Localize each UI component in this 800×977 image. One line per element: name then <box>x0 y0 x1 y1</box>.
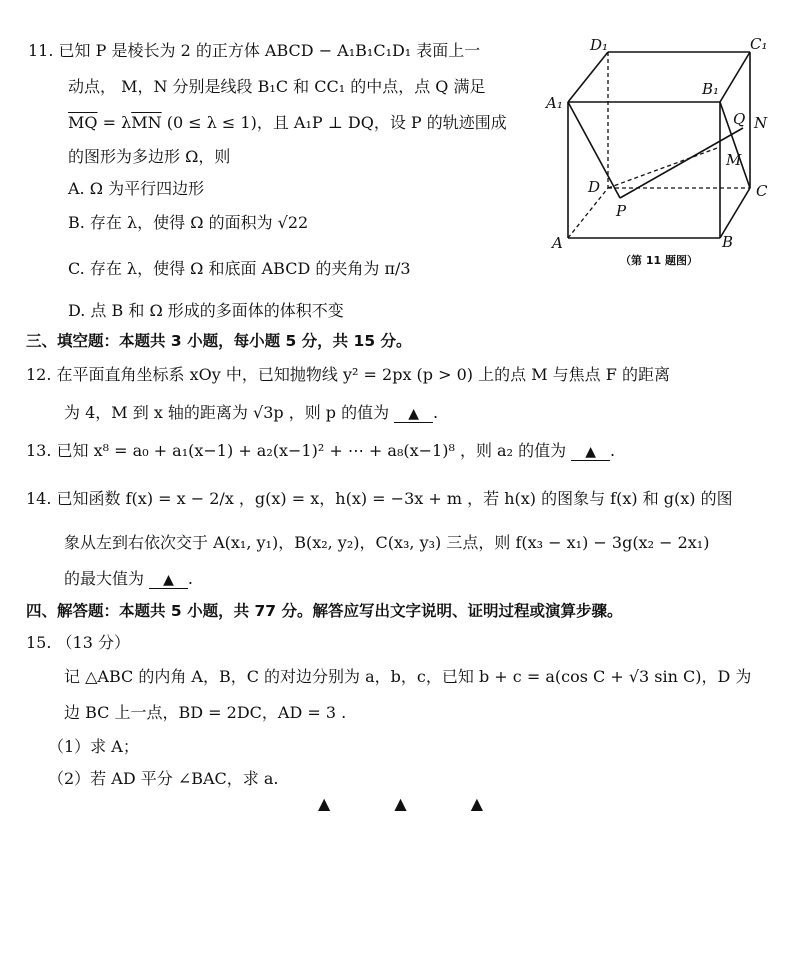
q11-option-c: C. 存在 λ，使得 Ω 和底面 ABCD 的夹角为 π/3 <box>68 259 411 278</box>
q14-answer-blank <box>149 571 188 589</box>
label-b1: B₁ <box>702 80 720 98</box>
figure-caption: （第 11 题图） <box>620 254 698 267</box>
q14-blank-mark: ▲ <box>163 572 174 588</box>
q14-end: . <box>187 569 193 588</box>
q11-text-2: 动点， M，N 分别是线段 B₁C 和 CC₁ 的中点，点 Q 满足 <box>68 77 486 96</box>
section-4-heading: 四、解答题：本题共 5 小题，共 77 分。解答应写出文字说明、证明过程或演算步骤。 <box>26 602 623 620</box>
q11-text-4: 的图形为多边形 Ω，则 <box>68 147 231 166</box>
q15-text-2: 边 BC 上一点，BD = 2DC，AD = 3 . <box>64 703 347 722</box>
q13-blank-mark: ▲ <box>585 444 596 460</box>
q12-number: 12. <box>26 365 52 384</box>
label-d1: D₁ <box>590 36 609 54</box>
q14-text-2: 象从左到右依次交于 A(x₁, y₁)，B(x₂, y₂)，C(x₃, y₃) 三点，则 f(x₃ − x₁) − 3g(x₂ − 2x₁) <box>64 533 710 552</box>
q15-part-1: （1）求 A； <box>48 737 139 756</box>
q11-number: 11. <box>28 41 54 60</box>
q13-answer-blank <box>571 443 610 461</box>
q15-line-0 <box>26 632 130 654</box>
q12-line-1 <box>26 364 670 386</box>
q13-text-1: 已知 x⁸ = a₀ + a₁(x−1) + a₂(x−1)² + ⋯ + a₈(x−1)⁸ ，则 a₂ 的值为 <box>56 441 567 460</box>
label-c: C <box>756 182 768 200</box>
q13-number: 13. <box>26 441 52 460</box>
q13-line-1 <box>26 440 615 462</box>
q11-line-3 <box>68 112 507 134</box>
cube-figure <box>540 30 785 270</box>
label-a: A <box>552 234 563 252</box>
q11-lambda: = λ <box>97 113 132 132</box>
label-c1: C₁ <box>750 35 768 53</box>
q14-text-3: 的最大值为 <box>64 569 145 588</box>
end-mark: ▲ <box>318 794 331 813</box>
label-p: P <box>616 202 627 220</box>
label-n: N <box>754 114 768 132</box>
q11-vector-mn: $\overline{MN}$ <box>131 113 162 132</box>
q12-end: . <box>433 403 439 422</box>
q11-vector-mq: $\overline{MQ}$ <box>68 113 98 132</box>
q14-number: 14. <box>26 489 52 508</box>
hidden-segment-d-q <box>608 147 720 188</box>
label-m: M <box>726 151 742 169</box>
edge-b-c <box>720 188 750 238</box>
q14-text-1: 已知函数 f(x) = x − 2/x ，g(x) = x，h(x) = −3x + m ，若 h(x) 的图象与 f(x) 和 g(x) 的图 <box>56 489 733 508</box>
q12-line-2 <box>64 402 438 424</box>
end-mark: ▲ <box>470 794 483 813</box>
end-mark: ▲ <box>394 794 407 813</box>
q15-score: （13 分） <box>56 633 130 652</box>
edge-b1-c1 <box>720 52 750 102</box>
end-marks <box>318 794 483 813</box>
q14-line-3 <box>64 568 193 590</box>
q12-text-1: 在平面直角坐标系 xOy 中，已知抛物线 y² = 2px (p > 0) 上的点 M 与焦点 F 的距离 <box>56 365 670 384</box>
q14-line-1 <box>26 488 733 510</box>
q15-text-1: 记 △ABC 的内角 A，B，C 的对边分别为 a，b，c，已知 b + c = a(cos C + √3 sin C)，D 为 <box>64 667 752 686</box>
q11-option-b: B. 存在 λ，使得 Ω 的面积为 √22 <box>68 213 309 232</box>
q11-option-d: D. 点 B 和 Ω 形成的多面体的体积不变 <box>68 301 344 320</box>
label-d: D <box>588 178 601 196</box>
label-b: B <box>722 233 734 251</box>
q12-answer-blank <box>394 405 433 423</box>
section-3-heading: 三、填空题：本题共 3 小题，每小题 5 分，共 15 分。 <box>26 332 412 350</box>
q11-option-a: A. Ω 为平行四边形 <box>68 179 205 198</box>
q11-text-1: 已知 P 是棱长为 2 的正方体 ABCD − A₁B₁C₁D₁ 表面上一 <box>58 41 481 60</box>
q11-line-1 <box>28 40 480 62</box>
label-q: Q <box>733 110 746 128</box>
q15-number: 15. <box>26 633 52 652</box>
edge-a1-d1 <box>568 52 608 102</box>
q15-part-2: （2）若 AD 平分 ∠BAC，求 a. <box>48 769 279 788</box>
q12-text-2: 为 4，M 到 x 轴的距离为 √3p ，则 p 的值为 <box>64 403 390 422</box>
label-a1: A₁ <box>546 94 563 112</box>
q12-blank-mark: ▲ <box>408 406 420 422</box>
q13-end: . <box>609 441 616 460</box>
q11-condition: (0 ≤ λ ≤ 1)，且 A₁P ⊥ DQ，设 P 的轨迹围成 <box>161 113 507 132</box>
